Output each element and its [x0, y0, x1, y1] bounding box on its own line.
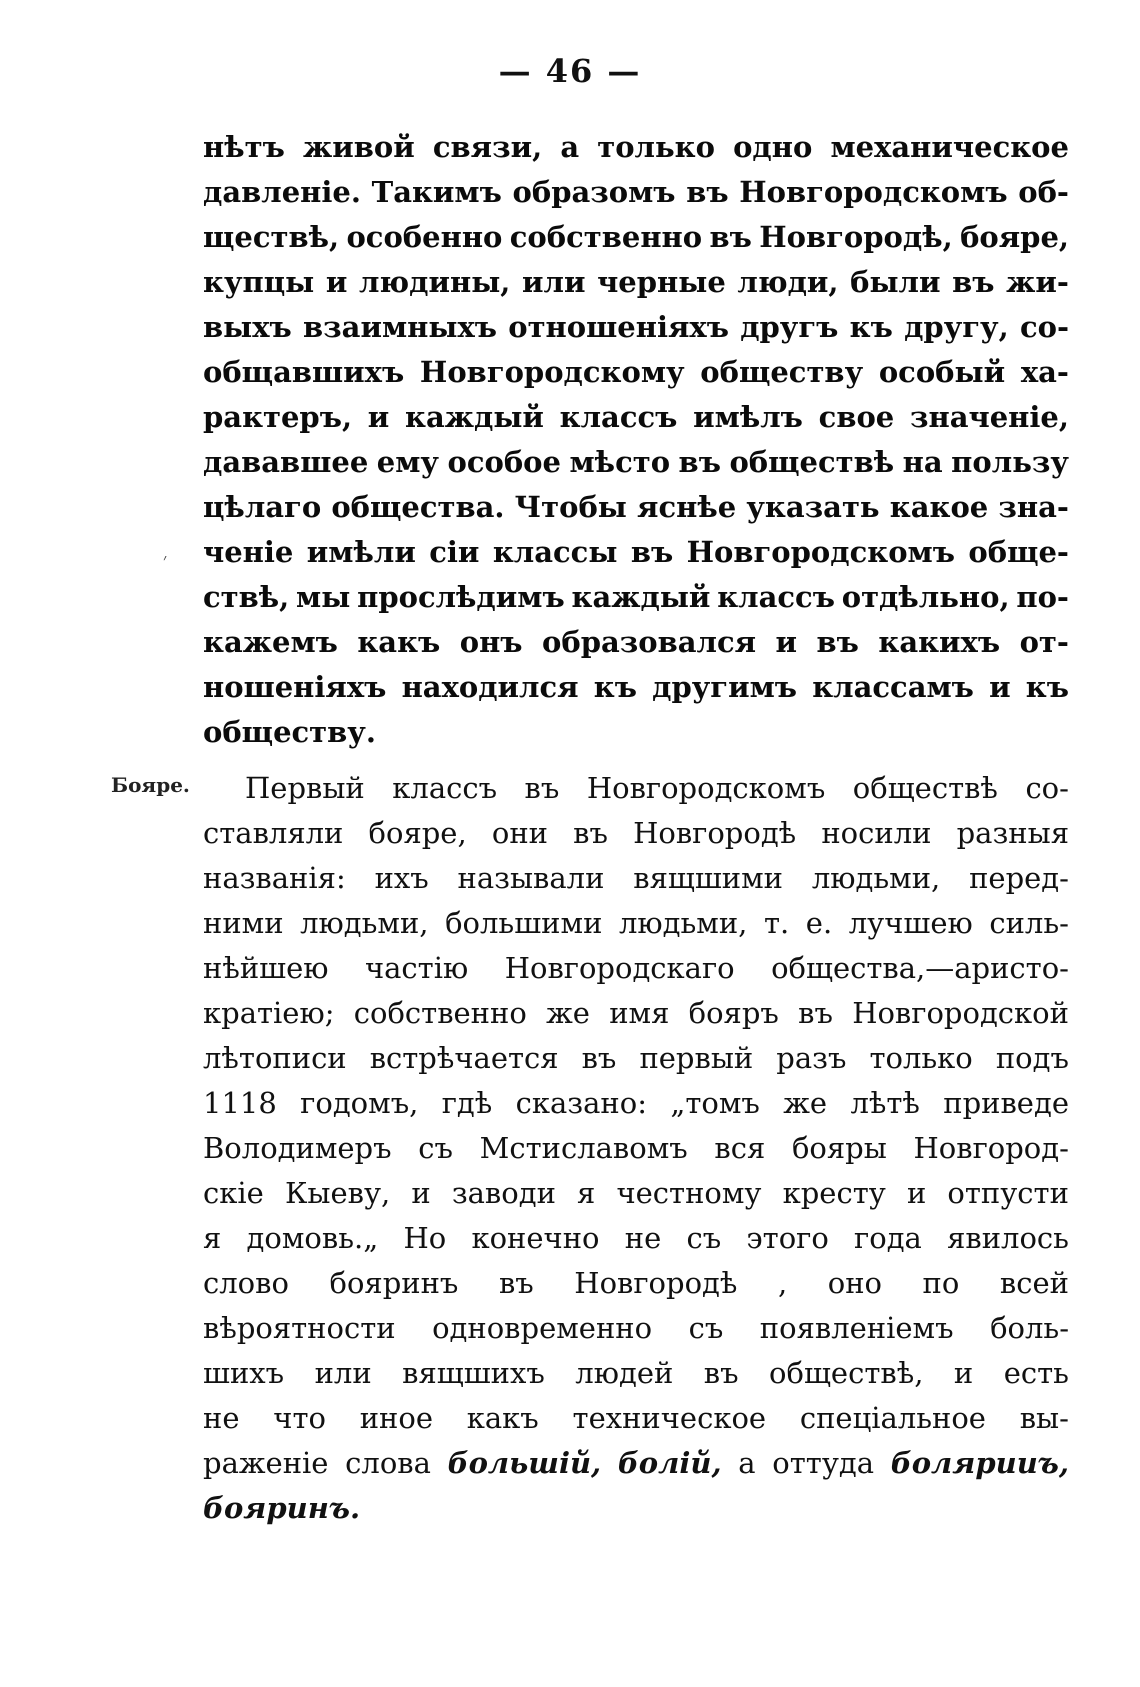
word: слово: [203, 1266, 289, 1300]
text-line: [203, 490, 1069, 535]
word: другу,: [904, 310, 1009, 344]
word: „томъ: [670, 1086, 760, 1120]
word: одновременно: [432, 1311, 653, 1345]
word: Кыеву,: [284, 1176, 391, 1210]
word: вящшихъ: [402, 1356, 545, 1390]
word: же: [783, 1086, 828, 1120]
word: людьми,: [811, 861, 941, 895]
word: прослѣдимъ: [357, 580, 565, 614]
word: частію: [364, 951, 469, 985]
word: были: [850, 265, 941, 299]
word: каждый: [571, 580, 711, 614]
word: Но: [403, 1221, 447, 1255]
text-line: [203, 1086, 1069, 1131]
text-line: [203, 1401, 1069, 1446]
word: силь-: [989, 906, 1069, 940]
word: къ: [1025, 670, 1069, 704]
word: конечно: [471, 1221, 600, 1255]
word: Новгород-: [913, 1131, 1069, 1165]
word: годомъ,: [300, 1086, 419, 1120]
text-line: [203, 355, 1069, 400]
word: по: [922, 1266, 960, 1300]
word: механическое: [830, 130, 1069, 164]
word: оттуда: [772, 1446, 875, 1480]
word: называли: [457, 861, 605, 895]
word: яснѣе: [637, 490, 737, 524]
word: ,: [777, 1266, 788, 1300]
text-line: [203, 310, 1069, 355]
text-line: [203, 951, 1069, 996]
word: въ: [678, 445, 721, 479]
word: гдѣ: [441, 1086, 493, 1120]
word: не: [203, 1401, 240, 1435]
text-line: [203, 771, 1069, 816]
word: или: [314, 1356, 372, 1390]
word: и: [325, 265, 348, 299]
word: бояре,: [960, 220, 1069, 254]
word: купцы: [203, 265, 315, 299]
word: людьми,: [618, 906, 748, 940]
word: названія:: [203, 861, 346, 895]
word: и: [953, 1356, 974, 1390]
word: Новгородскому: [419, 355, 685, 389]
word: кажемъ: [203, 625, 338, 659]
word: бояре,: [368, 816, 467, 850]
text-line: [203, 996, 1069, 1041]
word: Володимеръ: [203, 1131, 392, 1165]
word: собственно: [353, 996, 527, 1030]
word: же: [546, 996, 590, 1030]
marginal-note-boyare: Бояре.: [111, 773, 190, 797]
word: имя: [609, 996, 670, 1030]
word: большими: [445, 906, 603, 940]
word: особое: [447, 445, 561, 479]
word: а: [738, 1446, 756, 1480]
word: людьми,: [300, 906, 429, 940]
word: образомъ: [512, 175, 676, 209]
word: лѣтописи: [203, 1041, 347, 1075]
word: этого: [746, 1221, 829, 1255]
word: первый: [639, 1041, 754, 1075]
word: не: [624, 1221, 662, 1255]
word: т.: [763, 906, 790, 940]
word: и: [775, 625, 798, 659]
word: какъ: [466, 1401, 539, 1435]
word: кратіею;: [203, 996, 335, 1030]
word: нѣтъ: [203, 130, 285, 164]
word: въ: [498, 1266, 534, 1300]
word: Новгородѣ: [633, 816, 797, 850]
word: разъ: [776, 1041, 847, 1075]
word: честному: [616, 1176, 762, 1210]
word: только: [597, 130, 715, 164]
text-line: [203, 670, 1069, 715]
word: вѣроятности: [203, 1311, 396, 1345]
word: кресту: [782, 1176, 886, 1210]
word: въ: [630, 535, 674, 569]
word: спеціальное: [799, 1401, 986, 1435]
word: ихъ: [374, 861, 429, 895]
text-line: [203, 1041, 1069, 1086]
word: разныя: [956, 816, 1069, 850]
word: и: [367, 400, 390, 434]
word: шихъ: [203, 1356, 285, 1390]
word: въ: [798, 996, 833, 1030]
word: ха-: [1020, 355, 1069, 389]
word: людей: [575, 1356, 674, 1390]
word: боль-: [990, 1311, 1069, 1345]
paragraph-1: [203, 130, 1069, 760]
word: онъ: [459, 625, 523, 659]
word: классъ: [717, 580, 835, 614]
word: свое: [818, 400, 895, 434]
text-line: [203, 1176, 1069, 1221]
word: обществѣ,: [769, 1356, 924, 1390]
word: мы: [296, 580, 351, 614]
word: лучшею: [848, 906, 973, 940]
word: Такимъ: [371, 175, 502, 209]
word: классамъ: [812, 670, 974, 704]
word: какое: [889, 490, 989, 524]
text-line: [203, 175, 1069, 220]
word: слова: [345, 1446, 431, 1480]
page-number: — 46 —: [498, 52, 642, 90]
word: образовался: [542, 625, 757, 659]
word: съ: [418, 1131, 453, 1165]
word: классы: [492, 535, 618, 569]
word: ему: [376, 445, 439, 479]
word: классъ: [392, 771, 498, 805]
word: и: [411, 1176, 431, 1210]
text-line: [203, 1221, 1069, 1266]
word: Новгородскомъ: [739, 175, 1008, 209]
text-line: [203, 580, 1069, 625]
word: ними: [203, 906, 284, 940]
word: отпусти: [947, 1176, 1069, 1210]
word: одно: [733, 130, 813, 164]
text-line: [203, 861, 1069, 906]
word: каждый: [405, 400, 544, 434]
word: съ: [688, 1311, 724, 1345]
word: Новгородскомъ: [586, 771, 826, 805]
word: связи,: [432, 130, 543, 164]
word: другимъ: [652, 670, 798, 704]
word: въ: [709, 220, 752, 254]
word: Новгородской: [852, 996, 1069, 1030]
word: находился: [401, 670, 579, 704]
word: пользу: [951, 445, 1069, 479]
word: или: [522, 265, 586, 299]
word: обществу.: [203, 715, 376, 749]
word: от-: [1019, 625, 1069, 659]
word: встрѣчается: [369, 1041, 559, 1075]
word: зна-: [998, 490, 1069, 524]
word: Чтобы: [514, 490, 627, 524]
word: со-: [1025, 771, 1069, 805]
word: рактеръ,: [203, 400, 353, 434]
word: носили: [821, 816, 932, 850]
text-line: [203, 1491, 1069, 1536]
word: къ: [593, 670, 637, 704]
margin-mark: ׳: [163, 550, 168, 571]
word: въ: [816, 625, 859, 659]
text-line: [203, 265, 1069, 310]
word: имѣлъ: [693, 400, 803, 434]
word: раженіе: [203, 1446, 329, 1480]
word: какихъ: [878, 625, 1001, 659]
word: подъ: [995, 1041, 1069, 1075]
word: другъ: [740, 310, 839, 344]
word: только: [869, 1041, 973, 1075]
word: въ: [686, 175, 729, 209]
word: Новгородѣ,: [759, 220, 953, 254]
word: и: [906, 1176, 927, 1210]
word: мѣсто: [569, 445, 671, 479]
word: лѣтѣ: [850, 1086, 920, 1120]
word: что: [273, 1401, 326, 1435]
word: черные: [597, 265, 726, 299]
word: какъ: [357, 625, 441, 659]
word: отношеніяхъ: [508, 310, 729, 344]
word: Новгородскомъ: [686, 535, 955, 569]
word: имѣли: [306, 535, 416, 569]
word: Первый: [245, 771, 365, 805]
word: е.: [805, 906, 833, 940]
word: собственно: [509, 220, 703, 254]
text-line: [203, 445, 1069, 490]
word: я: [577, 1176, 596, 1210]
word: указать: [746, 490, 880, 524]
text-line: [203, 220, 1069, 265]
word: бояры: [791, 1131, 887, 1165]
word: обществѣ: [729, 445, 895, 479]
word: ченіе: [203, 535, 294, 569]
word: въ: [524, 771, 560, 805]
word: вы-: [1019, 1401, 1069, 1435]
word: бояринъ.: [203, 1491, 361, 1525]
word: особенно: [346, 220, 503, 254]
word: общества.: [331, 490, 505, 524]
word: къ: [849, 310, 893, 344]
text-line: [203, 130, 1069, 175]
word: по-: [1016, 580, 1069, 614]
word: Мстиславомъ: [479, 1131, 688, 1165]
word: обществѣ: [852, 771, 998, 805]
word: оно: [827, 1266, 882, 1300]
word: 1118: [203, 1086, 277, 1120]
word: заводи: [451, 1176, 556, 1210]
word: выхъ: [203, 310, 292, 344]
word: ществѣ,: [203, 220, 340, 254]
word: живой: [302, 130, 415, 164]
word: въ: [573, 816, 608, 850]
word: обществу: [700, 355, 864, 389]
word: въ: [952, 265, 995, 299]
word: ствѣ,: [203, 580, 290, 614]
text-line: [203, 715, 1069, 760]
word: бояринъ: [329, 1266, 459, 1300]
word: иное: [359, 1401, 433, 1435]
word: люди,: [737, 265, 839, 299]
word: ставляли: [203, 816, 344, 850]
word: въ: [581, 1041, 617, 1075]
text-line: [203, 625, 1069, 670]
word: болярииъ,: [890, 1446, 1069, 1480]
word: въ: [703, 1356, 739, 1390]
word: об-: [1018, 175, 1069, 209]
word: цѣлаго: [203, 490, 322, 524]
word: всей: [999, 1266, 1069, 1300]
text-line: [203, 1131, 1069, 1176]
word: домовь.„: [246, 1221, 379, 1255]
word: приведе: [943, 1086, 1069, 1120]
word: года: [854, 1221, 922, 1255]
text-line: [203, 906, 1069, 951]
word: взаимныхъ: [303, 310, 497, 344]
word: скіе: [203, 1176, 264, 1210]
text-line: [203, 1446, 1069, 1491]
text-line: [203, 535, 1069, 580]
word: людины,: [358, 265, 511, 299]
word: я: [203, 1221, 222, 1255]
text-line: [203, 1356, 1069, 1401]
word: обще-: [968, 535, 1069, 569]
word: дававшее: [203, 445, 369, 479]
word: Новгородѣ: [574, 1266, 738, 1300]
text-line: [203, 1266, 1069, 1311]
word: отдѣльно,: [841, 580, 1010, 614]
word: явилось: [947, 1221, 1069, 1255]
word: сказано:: [515, 1086, 647, 1120]
word: есть: [1003, 1356, 1069, 1390]
word: общавшихъ: [203, 355, 405, 389]
word: общества,—аристо-: [771, 951, 1069, 985]
word: классъ: [559, 400, 678, 434]
word: ношеніяхъ: [203, 670, 387, 704]
word: давленіе.: [203, 175, 361, 209]
word: жи-: [1006, 265, 1069, 299]
word: они: [491, 816, 548, 850]
word: на: [902, 445, 943, 479]
word: перед-: [969, 861, 1069, 895]
word: нѣйшею: [203, 951, 329, 985]
text-line: [203, 400, 1069, 445]
word: особый: [878, 355, 1006, 389]
word: сіи: [429, 535, 480, 569]
word: техническое: [572, 1401, 767, 1435]
word: вся: [714, 1131, 766, 1165]
word: и: [989, 670, 1011, 704]
word: вящшими: [633, 861, 784, 895]
word: съ: [686, 1221, 722, 1255]
word: Новгородскаго: [504, 951, 735, 985]
word: а: [560, 130, 580, 164]
paragraph-2: [203, 771, 1069, 1536]
word: болій,: [617, 1446, 722, 1480]
word: со-: [1019, 310, 1069, 344]
word: значеніе,: [909, 400, 1069, 434]
text-line: [203, 816, 1069, 861]
word: появленіемъ: [759, 1311, 954, 1345]
text-line: [203, 1311, 1069, 1356]
word: большій,: [447, 1446, 602, 1480]
word: бояръ: [688, 996, 779, 1030]
